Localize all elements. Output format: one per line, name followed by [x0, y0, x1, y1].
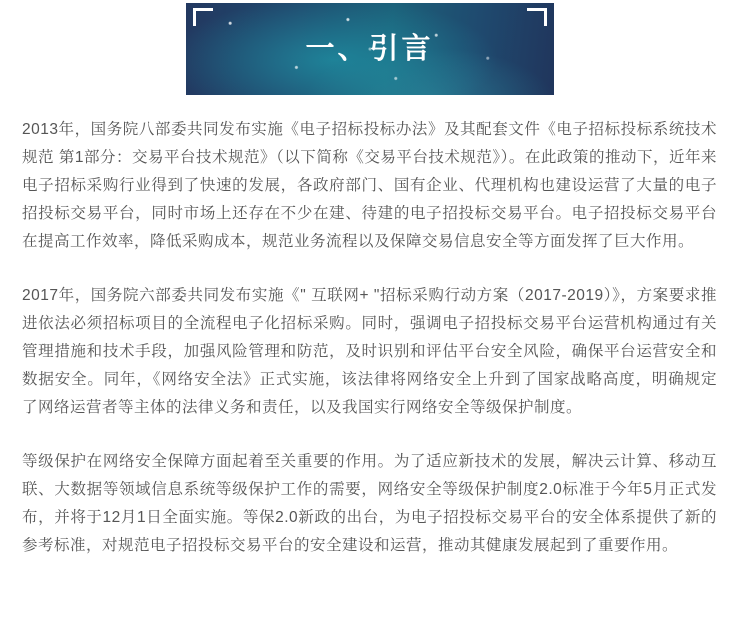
- corner-bracket-top-left-icon: [193, 8, 213, 26]
- paragraph-2017-policy: 2017年，国务院六部委共同发布实施《" 互联网+ "招标采购行动方案（2017-2019）》，方案要求推进依法必须招标项目的全流程电子化招标采购。同时，强调电子招投标交易平台运营机构通过有关管理措施和技术手段，加强风险管理和防范，及时识别和评估平台安全风险，确保平台运营安全和数据安全。同年，《网络安全法》正式实施，该法律将网络安全上升到了国家战略高度，明确规定了网络运营者等主体的法律义务和责任，以及我国实行网络安全等级保护制度。: [22, 287, 717, 416]
- section-banner-image: [186, 3, 554, 95]
- article-body: [0, 116, 739, 560]
- article-page: [0, 3, 739, 640]
- paragraph-2013-policy: 2013年，国务院八部委共同发布实施《电子招标投标办法》及其配套文件《电子招标投标系统技术规范 第1部分：交易平台技术规范》（以下简称《交易平台技术规范》）。在此政策的推动下，近年来电子招标采购行业得到了快速的发展，各政府部门、国有企业、代理机构也建设运营了大量的电子招投标交易平台，同时市场上还存在不少在建、待建的电子招投标交易平台。电子招投标交易平台在提高工作效率，降低采购成本，规范业务流程以及保障交易信息安全等方面发挥了巨大作用。: [22, 121, 717, 250]
- corner-bracket-top-right-icon: [527, 8, 547, 26]
- section-title: 一、引言: [305, 32, 434, 65]
- paragraph-mlps-2-0: 等级保护在网络安全保障方面起着至关重要的作用。为了适应新技术的发展，解决云计算、移动互联、大数据等领域信息系统等级保护工作的需要，网络安全等级保护制度2.0标准于今年5月正式发布，并将于12月1日全面实施。等保2.0新政的出台，为电子招投标交易平台的安全体系提供了新的参考标准，对规范电子招投标交易平台的安全建设和运营，推动其健康发展起到了重要作用。: [22, 453, 717, 554]
